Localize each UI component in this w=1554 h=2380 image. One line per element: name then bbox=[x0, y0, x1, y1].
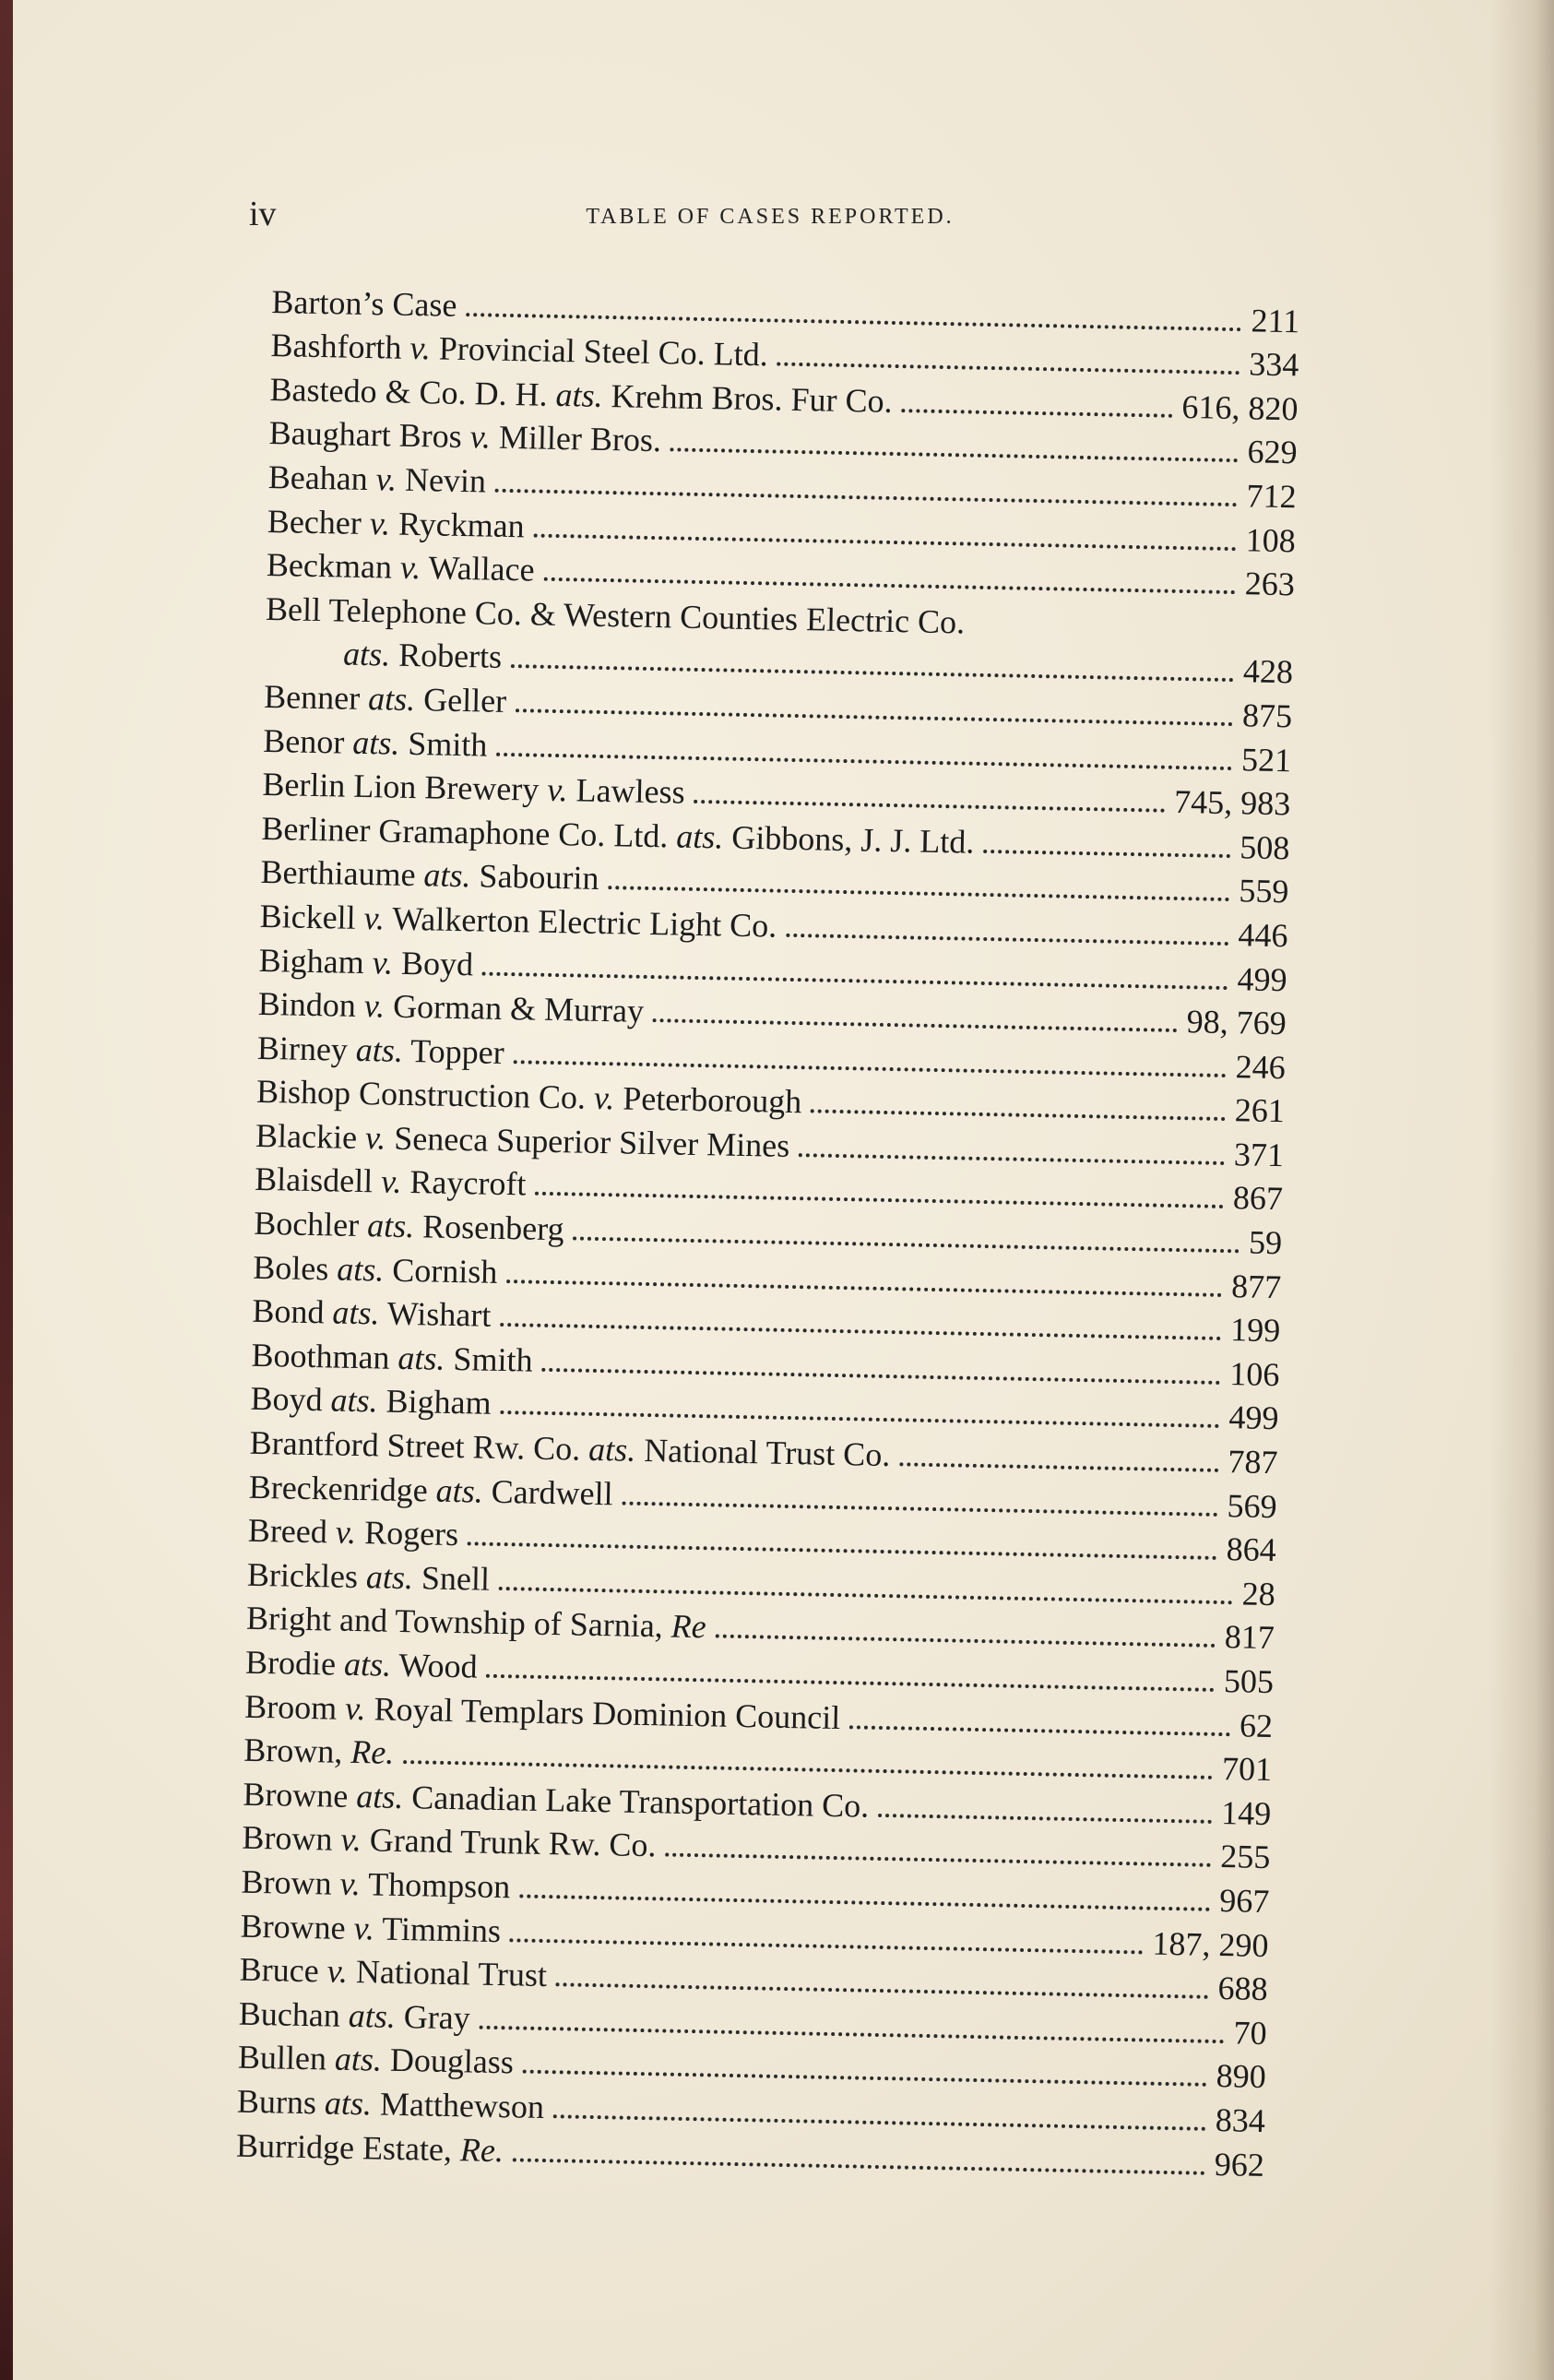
case-name-part: Boothman bbox=[251, 1336, 398, 1376]
case-name-part: Birney bbox=[256, 1029, 357, 1068]
page-reference: 745, 983 bbox=[1173, 783, 1291, 823]
case-name bbox=[254, 1204, 564, 1248]
case-name-part: Benner bbox=[263, 677, 369, 718]
page-reference: 70 bbox=[1233, 2014, 1268, 2052]
case-name-part: Smith bbox=[445, 1339, 533, 1379]
case-connector: v. bbox=[340, 1821, 362, 1859]
case-name-part: Cardwell bbox=[482, 1472, 614, 1512]
case-connector: ats. bbox=[324, 2084, 373, 2123]
case-name-part: Bullen bbox=[237, 2038, 336, 2077]
page-reference: 263 bbox=[1244, 565, 1296, 603]
case-name bbox=[267, 502, 526, 545]
case-name-part: Bigham bbox=[258, 941, 374, 981]
case-connector: ats. bbox=[366, 1207, 415, 1245]
page-reference: 106 bbox=[1228, 1355, 1280, 1394]
page-reference: 834 bbox=[1215, 2100, 1266, 2139]
case-name bbox=[243, 1731, 395, 1772]
case-name-part: Blackie bbox=[255, 1116, 366, 1156]
case-name-part: Ryckman bbox=[389, 505, 526, 544]
case-connector: ats. bbox=[351, 723, 400, 762]
case-connector: v. bbox=[364, 1118, 386, 1157]
case-name-part: Raycroft bbox=[401, 1163, 527, 1203]
case-name-part: Beckman bbox=[266, 546, 401, 586]
page-reference: 875 bbox=[1241, 696, 1293, 735]
case-connector: v. bbox=[375, 460, 397, 498]
case-name bbox=[239, 1950, 547, 1994]
case-name-part: Matthewson bbox=[371, 2085, 545, 2125]
case-name-part: Barton’s Case bbox=[271, 282, 457, 324]
page-reference: 505 bbox=[1223, 1662, 1275, 1701]
dot-leader bbox=[983, 850, 1230, 858]
case-name-part: Bashforth bbox=[270, 327, 410, 367]
dot-leader bbox=[670, 448, 1239, 463]
page-reference: 629 bbox=[1247, 433, 1298, 471]
case-connector: ats. bbox=[365, 1558, 414, 1597]
case-name-part: Wood bbox=[390, 1646, 478, 1685]
case-connector: v. bbox=[372, 943, 394, 982]
page-reference: 446 bbox=[1238, 916, 1288, 955]
case-name bbox=[248, 1511, 459, 1553]
case-name bbox=[240, 1906, 501, 1949]
case-name-part: Bond bbox=[252, 1292, 333, 1331]
case-name bbox=[267, 545, 535, 589]
case-connector: Re. bbox=[459, 2130, 504, 2169]
page-reference: 967 bbox=[1219, 1882, 1270, 1921]
case-connector: ats. bbox=[332, 1293, 380, 1332]
case-name-part: Royal Templars Dominion Council bbox=[365, 1689, 841, 1736]
page-reference: 559 bbox=[1239, 872, 1289, 910]
case-name-part: Bishop Construction Co. bbox=[255, 1073, 595, 1117]
page-reference: 688 bbox=[1217, 1969, 1268, 2008]
case-name-part: Bochler bbox=[253, 1204, 368, 1244]
dot-leader bbox=[513, 2158, 1205, 2174]
case-name-part: Bell Telephone Co. & Western Counties Electric Co. bbox=[265, 589, 966, 641]
page-reference: 864 bbox=[1226, 1530, 1277, 1569]
case-name-part: Miller Bros. bbox=[490, 418, 662, 459]
case-name-part: Cornish bbox=[384, 1251, 498, 1291]
page-reference: 28 bbox=[1241, 1575, 1276, 1612]
case-name-part: Roberts bbox=[389, 636, 503, 676]
case-connector: v. bbox=[344, 1689, 366, 1727]
binding-edge bbox=[0, 0, 13, 2380]
case-connector: ats. bbox=[342, 635, 391, 673]
case-name-part: Brown, bbox=[243, 1731, 351, 1771]
page-reference: 62 bbox=[1239, 1707, 1274, 1744]
case-name bbox=[245, 1643, 478, 1686]
case-connector: ats. bbox=[355, 1030, 404, 1069]
case-name-part: Lawless bbox=[567, 771, 685, 811]
case-connector: ats. bbox=[330, 1381, 379, 1420]
page-reference: 255 bbox=[1219, 1838, 1271, 1876]
case-name-part: Walkerton Electric Light Co. bbox=[384, 899, 777, 945]
case-name bbox=[247, 1555, 491, 1599]
case-name-part: Brown bbox=[242, 1819, 341, 1859]
case-name-part: Baughart Bros bbox=[268, 414, 471, 456]
case-connector: v. bbox=[369, 504, 391, 542]
case-connector: ats. bbox=[397, 1339, 445, 1377]
case-name bbox=[262, 765, 685, 812]
case-name bbox=[241, 1862, 510, 1907]
case-name-part: Brantford Street Rw. Co. bbox=[249, 1423, 589, 1468]
case-name bbox=[253, 1247, 498, 1291]
page-reference: 867 bbox=[1232, 1179, 1284, 1218]
case-name-part: Brickles bbox=[246, 1555, 367, 1596]
dot-leader bbox=[901, 409, 1172, 418]
case-name-part: Boyd bbox=[392, 944, 474, 982]
case-connector: ats. bbox=[348, 1996, 397, 2035]
page-reference: 149 bbox=[1220, 1793, 1272, 1832]
case-name-part: National Trust Co. bbox=[635, 1431, 891, 1474]
case-name bbox=[257, 984, 644, 1030]
case-connector: v. bbox=[399, 548, 421, 587]
dot-leader bbox=[653, 1018, 1178, 1032]
case-name-part: Grand Trunk Rw. Co. bbox=[361, 1821, 657, 1864]
case-name-part: Bickell bbox=[259, 897, 365, 936]
case-name-part: Breed bbox=[247, 1511, 337, 1551]
case-connector: ats. bbox=[435, 1471, 484, 1510]
page-reference: 334 bbox=[1248, 345, 1299, 384]
case-name bbox=[343, 635, 503, 676]
case-name-part: Becher bbox=[267, 502, 371, 541]
page-header bbox=[249, 194, 1291, 249]
case-name bbox=[236, 2125, 504, 2170]
case-name-part: Bigham bbox=[377, 1382, 492, 1422]
case-name-part: Burns bbox=[236, 2082, 326, 2122]
case-name-part: Buchan bbox=[238, 1994, 350, 2034]
case-name-part: Brodie bbox=[244, 1643, 345, 1683]
case-name bbox=[248, 1467, 613, 1513]
case-name bbox=[250, 1379, 492, 1422]
page-reference: 508 bbox=[1239, 827, 1290, 867]
page-reference: 371 bbox=[1233, 1136, 1285, 1174]
case-name-part: Bruce bbox=[239, 1950, 328, 1990]
case-name-part: Provincial Steel Co. Ltd. bbox=[430, 329, 769, 374]
running-title: TABLE OF CASES REPORTED. bbox=[586, 205, 955, 229]
case-name-part: Nevin bbox=[396, 460, 487, 500]
case-connector: v. bbox=[409, 329, 432, 367]
case-name-part: National Trust bbox=[347, 1953, 548, 1994]
case-name-part: Smith bbox=[398, 724, 488, 764]
page-reference: 187, 290 bbox=[1152, 1924, 1269, 1964]
dot-leader bbox=[786, 934, 1228, 946]
case-name-part: Wishart bbox=[379, 1294, 492, 1335]
case-connector: Re bbox=[670, 1607, 707, 1646]
page-reference: 877 bbox=[1230, 1267, 1282, 1305]
dot-leader bbox=[716, 1635, 1216, 1648]
case-name bbox=[242, 1818, 657, 1865]
page-reference: 701 bbox=[1221, 1750, 1273, 1789]
case-connector: v. bbox=[363, 898, 386, 937]
case-name-part: Gorman & Murray bbox=[384, 987, 645, 1029]
case-name-part: Krehm Bros. Fur Co. bbox=[602, 376, 893, 420]
page-edge-shadow bbox=[1489, 0, 1554, 2380]
page-reference: 569 bbox=[1227, 1486, 1277, 1525]
page-reference: 261 bbox=[1234, 1091, 1286, 1130]
case-name-part: Berliner Gramaphone Co. Ltd. bbox=[261, 809, 677, 855]
case-connector: ats. bbox=[343, 1645, 392, 1684]
case-connector: v. bbox=[546, 770, 568, 809]
case-name-part: Seneca Superior Silver Mines bbox=[385, 1119, 790, 1164]
page-reference: 211 bbox=[1251, 301, 1300, 339]
dot-leader bbox=[849, 1725, 1230, 1736]
page-reference: 962 bbox=[1214, 2145, 1265, 2184]
page-reference: 787 bbox=[1228, 1443, 1278, 1482]
case-name-part: Brown bbox=[241, 1862, 340, 1902]
case-name-part: Peterborough bbox=[613, 1079, 802, 1121]
case-name-part: Douglass bbox=[381, 2041, 515, 2081]
case-name-part: Bright and Township of Sarnia, bbox=[245, 1600, 672, 1645]
case-name-part: Beahan bbox=[267, 458, 377, 498]
case-name bbox=[271, 282, 457, 325]
dot-leader bbox=[878, 1814, 1212, 1824]
dot-leader bbox=[777, 363, 1240, 375]
case-connector: ats. bbox=[555, 375, 603, 414]
case-name bbox=[260, 852, 599, 898]
case-name-part: Boles bbox=[253, 1248, 338, 1288]
case-name bbox=[267, 458, 486, 501]
case-connector: ats. bbox=[367, 680, 416, 718]
case-name-part: Blaisdell bbox=[254, 1160, 382, 1200]
case-name bbox=[255, 1160, 527, 1204]
case-name bbox=[268, 413, 661, 459]
case-name-part: Benor bbox=[262, 721, 353, 761]
page-reference: 428 bbox=[1242, 652, 1294, 691]
page-reference: 59 bbox=[1248, 1223, 1283, 1262]
page-reference: 108 bbox=[1245, 520, 1297, 559]
table-of-cases bbox=[236, 277, 1300, 2184]
case-name-part: Broom bbox=[243, 1687, 346, 1727]
case-name-part: Geller bbox=[414, 681, 507, 720]
case-connector: v. bbox=[353, 1909, 375, 1947]
case-name bbox=[264, 677, 507, 720]
page-reference: 616, 820 bbox=[1181, 387, 1299, 428]
case-name-part: Bindon bbox=[257, 984, 365, 1025]
dot-leader bbox=[665, 1853, 1211, 1867]
case-name-part: Browne bbox=[240, 1907, 355, 1946]
case-name-part: Thompson bbox=[360, 1865, 511, 1906]
page-reference: 246 bbox=[1235, 1047, 1287, 1086]
page-reference: 499 bbox=[1237, 959, 1287, 998]
case-connector: ats. bbox=[337, 1250, 385, 1289]
page-number: iv bbox=[249, 195, 277, 233]
page-reference: 521 bbox=[1240, 740, 1292, 779]
case-name-part: Gibbons, J. J. Ltd. bbox=[722, 818, 975, 861]
case-name-part: Snell bbox=[412, 1559, 491, 1598]
case-connector: ats. bbox=[423, 856, 471, 895]
page-reference: 98, 769 bbox=[1186, 1003, 1287, 1042]
case-connector: v. bbox=[335, 1513, 357, 1552]
case-name bbox=[238, 1993, 470, 2037]
case-connector: ats. bbox=[587, 1430, 636, 1469]
page-reference: 712 bbox=[1246, 477, 1298, 516]
case-connector: v. bbox=[363, 987, 386, 1025]
case-connector: v. bbox=[593, 1079, 615, 1117]
dot-leader bbox=[811, 1110, 1226, 1122]
case-name-part: Berthiaume bbox=[260, 853, 424, 894]
case-name bbox=[263, 720, 488, 764]
case-name bbox=[258, 940, 473, 982]
page-reference: 499 bbox=[1228, 1398, 1279, 1437]
case-name bbox=[237, 2082, 545, 2126]
page-reference: 817 bbox=[1224, 1618, 1275, 1657]
case-name-part: Boyd bbox=[250, 1380, 332, 1419]
case-name-part: Wallace bbox=[420, 549, 535, 589]
dot-leader bbox=[694, 800, 1165, 813]
case-name bbox=[251, 1336, 533, 1380]
case-name bbox=[257, 1029, 505, 1072]
case-name-part: Bastedo & Co. D. H. bbox=[269, 370, 556, 413]
case-name bbox=[252, 1291, 492, 1335]
case-name-part: Canadian Lake Transportation Co. bbox=[403, 1778, 870, 1825]
case-name-part: Rogers bbox=[355, 1514, 459, 1553]
page-reference: 199 bbox=[1229, 1311, 1281, 1350]
case-name-part: Topper bbox=[402, 1031, 505, 1071]
case-connector: ats. bbox=[334, 2041, 383, 2078]
case-name-part: Gray bbox=[395, 1997, 471, 2037]
case-name-part: Rosenberg bbox=[413, 1208, 564, 1248]
case-connector: ats. bbox=[675, 817, 724, 856]
case-connector: v. bbox=[326, 1952, 349, 1991]
dot-leader bbox=[799, 1153, 1225, 1165]
case-connector: ats. bbox=[356, 1777, 404, 1815]
page-reference: 890 bbox=[1216, 2057, 1267, 2096]
case-connector: Re. bbox=[350, 1733, 395, 1772]
case-name-part: Sabourin bbox=[470, 857, 599, 898]
case-name-part: Burridge Estate, bbox=[235, 2126, 461, 2168]
case-name-part: Berlin Lion Brewery bbox=[262, 766, 548, 808]
case-connector: v. bbox=[380, 1162, 402, 1201]
case-connector: v. bbox=[339, 1864, 362, 1903]
case-name-part: Breckenridge bbox=[248, 1468, 437, 1509]
dot-leader bbox=[899, 1462, 1218, 1472]
case-name-part: Browne bbox=[243, 1775, 357, 1815]
case-name-part: Timmins bbox=[374, 1910, 502, 1949]
case-connector: v. bbox=[469, 418, 492, 456]
case-name bbox=[238, 2038, 515, 2082]
